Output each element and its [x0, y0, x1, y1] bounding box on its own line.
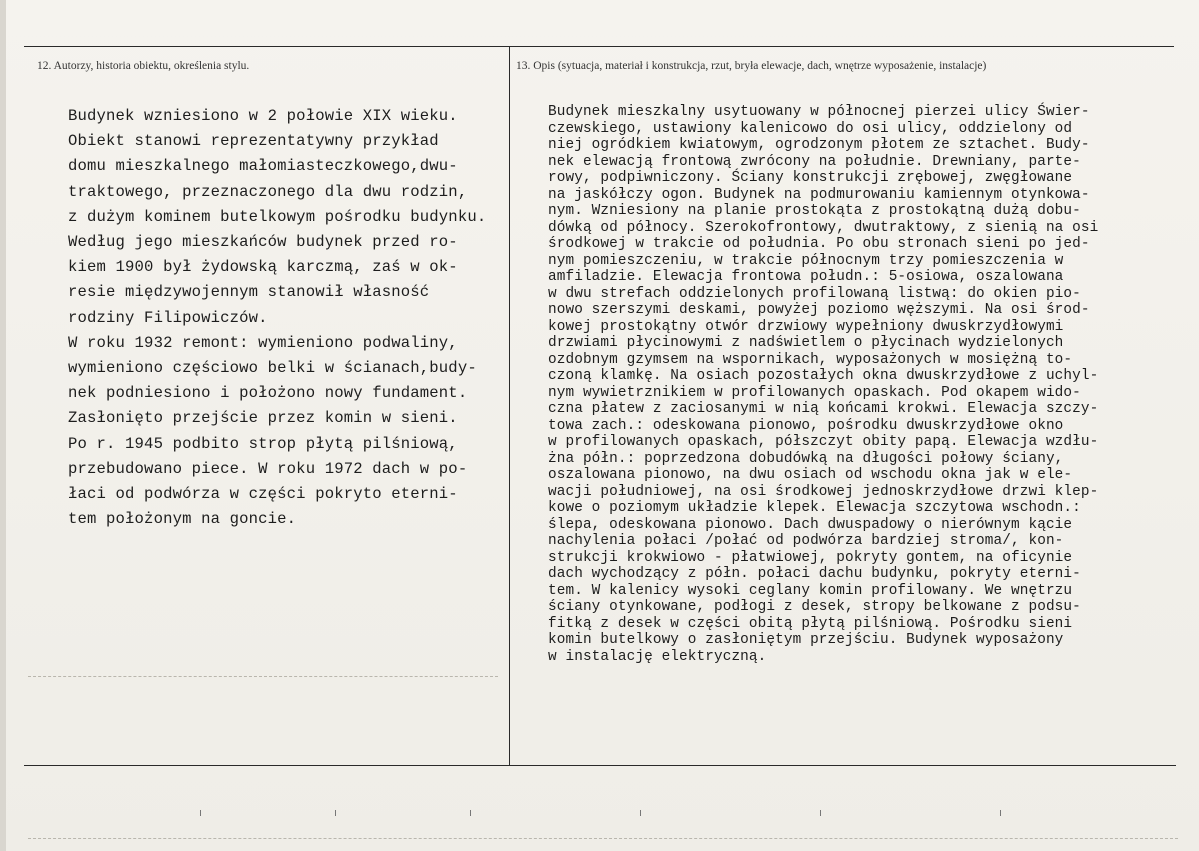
history-text — [68, 104, 486, 532]
form-tick — [820, 810, 821, 816]
history-line: resie międzywojennym stanowił własność — [68, 283, 430, 302]
top-rule — [24, 46, 1174, 47]
description-line: nachylenia połaci /połać od podwórza bardziej stroma/, kon- — [548, 533, 1064, 549]
history-line: Zasłonięto przejście przez komin w sieni. — [68, 409, 458, 428]
history-line: domu mieszkalnego małomiasteczkowego,dwu- — [68, 157, 458, 176]
description-line: ozdobnym gzymsem na wspornikach, wyposażonych w mosiężną to- — [548, 351, 1073, 368]
history-line: Po r. 1945 podbito strop płytą pilśniową, — [68, 434, 458, 453]
history-line: nek podniesiono i położono nowy fundament. — [68, 384, 468, 403]
history-line: z dużym kominem butelkowym pośrodku budynku. — [68, 207, 487, 226]
description-line: towa zach.: odeskowana pionowo, pośrodku dwuskrzydłowe okno — [548, 417, 1064, 434]
description-line: oszalowana pionowo, na dwu osiach od wschodu okna jak w ele- — [548, 467, 1073, 483]
history-line: przebudowano piece. W roku 1972 dach w po- — [68, 459, 468, 478]
description-line: czoną klamkę. Na osiach pozostałych okna dwuskrzydłowe z uchyl- — [548, 368, 1099, 384]
description-line: nowo szerszymi deskami, powyżej poziomo węższymi. Na osi środ- — [548, 302, 1090, 318]
description-line: kowej prostokątny otwór drzwiowy wypełniony dwuskrzydłowymi — [548, 318, 1064, 335]
history-line: Według jego mieszkańców budynek przed ro- — [68, 233, 458, 252]
form-tick — [335, 810, 336, 816]
section-13-header: 13. Opis (sytuacja, materiał i konstrukcja, rzut, bryła elewacje, dach, wnętrze wyposażenie, instalacje) — [516, 60, 987, 72]
description-line: strukcji krokwiowo - płatwiowej, pokryty gontem, na oficynie — [548, 549, 1073, 566]
history-line: W roku 1932 remont: wymieniono podwaliny, — [68, 333, 458, 352]
column-divider — [509, 46, 510, 765]
description-line: rowy, podpiwniczony. Ściany konstrukcji zrębowej, zwęgłowane — [548, 170, 1073, 186]
history-line: tem położonym na goncie. — [68, 510, 297, 529]
description-line: niej ogródkiem kwiatowym, ogrodzonym płotem ze sztachet. Budy- — [548, 137, 1090, 153]
description-line: nek elewacją frontową zwrócony na południe. Drewniany, parte- — [548, 153, 1081, 170]
description-text — [548, 104, 1098, 665]
description-line: wacji południowej, na osi środkowej jednoskrzydłowe drzwi klep- — [548, 483, 1099, 500]
description-line: dach wychodzący z półn. połaci dachu budynku, pokryty eterni- — [548, 566, 1081, 582]
form-tick — [1000, 810, 1001, 816]
description-line: nym pomieszczeniu, w trakcie północnym trzy pomieszczenia w — [548, 252, 1064, 269]
description-line: środkowej w trakcie od południa. Po obu stronach sieni po jed- — [548, 236, 1090, 252]
history-line: wymieniono częściowo belki w ścianach,budy- — [68, 359, 477, 378]
description-line: na jaskółczy ogon. Budynek na podmurowaniu kamiennym otynkowa- — [548, 186, 1090, 203]
description-line: drzwiami płycinowymi z nadświetlem o płycinach wydzielonych — [548, 335, 1064, 351]
history-line: Obiekt stanowi reprezentatywny przykład — [68, 132, 439, 151]
description-line: czewskiego, ustawiony kalenicowo do osi ulicy, oddzielony od — [548, 120, 1073, 137]
form-tick — [640, 810, 641, 816]
description-line: czna płatew z zaciosanymi w nią końcami krokwi. Elewacja szczy- — [548, 401, 1099, 417]
description-line: komin butelkowy o zasłoniętym przejściu. Budynek wyposażony — [548, 632, 1064, 648]
description-line: ściany otynkowane, podłogi z desek, stropy belkowane z podsu- — [548, 599, 1081, 615]
description-line: w dwu strefach oddzielonych profilowaną listwą: do okien pio- — [548, 285, 1081, 302]
description-line: kowe o poziomym układzie klepek. Elewacja szczytowa wschodn.: — [548, 500, 1081, 516]
paper-edge — [0, 0, 6, 851]
description-line: amfiladzie. Elewacja frontowa połudn.: 5-osiowa, oszalowana — [548, 269, 1064, 285]
bottom-rule — [24, 765, 1176, 766]
description-line: fitką z desek w części obitą płytą pilśniową. Pośrodku sieni — [548, 615, 1073, 632]
description-line: ślepa, odeskowana pionowo. Dach dwuspadowy o nierównym kącie — [548, 516, 1073, 533]
description-line: dówką od północy. Szerokofrontowy, dwutraktowy, z sienią na osi — [548, 219, 1099, 236]
description-line: w instalację elektryczną. — [548, 648, 767, 665]
form-tick — [200, 810, 201, 816]
form-tick — [470, 810, 471, 816]
history-line: łaci od podwórza w części pokryto eterni- — [68, 485, 458, 504]
faint-bottom-guideline — [28, 838, 1178, 839]
history-line: Budynek wzniesiono w 2 połowie XIX wieku. — [68, 107, 458, 125]
description-line: w profilowanych opaskach, półszczyt obity papą. Elewacja wzdłu- — [548, 434, 1099, 450]
description-line: żna półn.: poprzedzona dobudówką na długości połowy ściany, — [548, 450, 1064, 467]
history-line: rodziny Filipowiczów. — [68, 308, 268, 327]
description-line: Budynek mieszkalny usytuowany w północnej pierzei ulicy Świer- — [548, 104, 1090, 120]
history-line: traktowego, przeznaczonego dla dwu rodzin, — [68, 182, 468, 201]
faint-guideline — [28, 676, 498, 677]
description-line: nym wywietrznikiem w profilowanych opaskach. Pod okapem wido- — [548, 384, 1081, 401]
description-line: tem. W kalenicy wysoki ceglany komin profilowany. We wnętrzu — [548, 582, 1073, 599]
description-line: nym. Wzniesiony na planie prostokąta z prostokątną dużą dobu- — [548, 203, 1081, 219]
section-12-header: 12. Autorzy, historia obiektu, określenia stylu. — [37, 60, 250, 72]
history-line: kiem 1900 był żydowską karczmą, zaś w ok- — [68, 258, 458, 277]
